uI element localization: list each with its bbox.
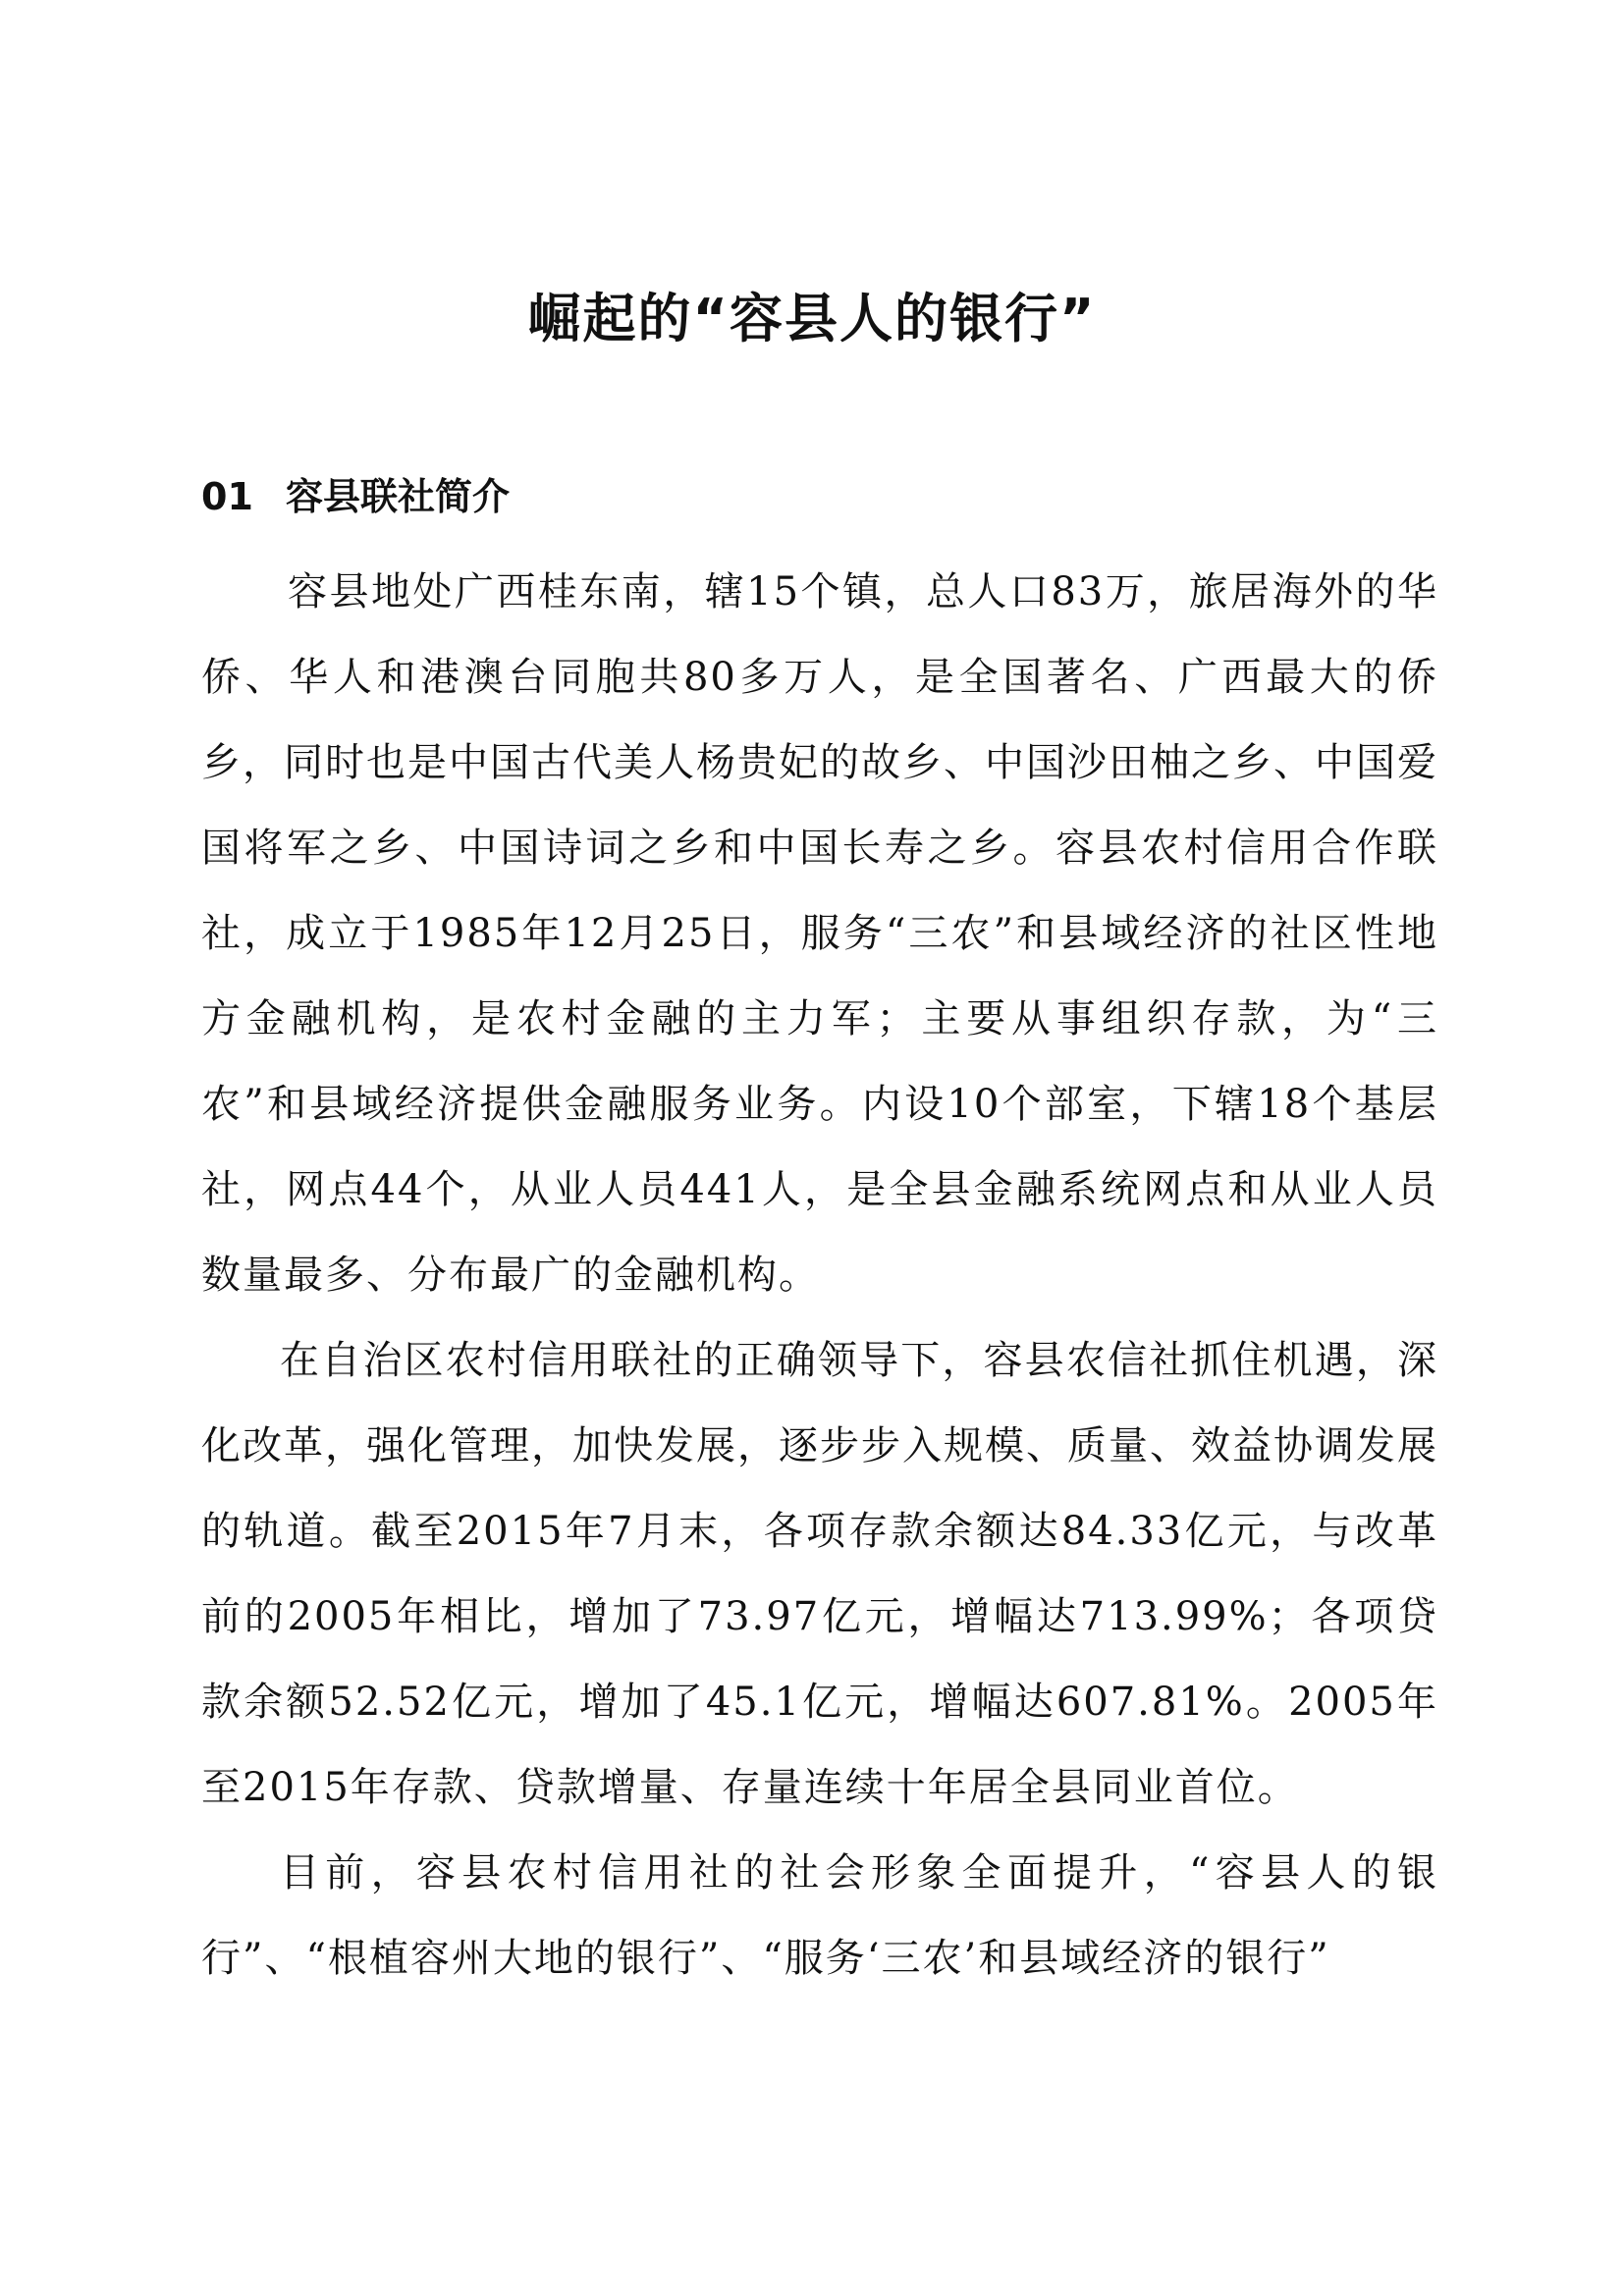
section-number: 01 [201,475,253,518]
section-heading [201,467,510,526]
paragraph-image: 目前，容县农村信用社的社会形象全面提升，“容县人的银行”、“根植容州大地的银行”、“服务‘三农’和县域经济的银行” [201,1850,1438,1981]
section-title: 容县联社简介 [286,475,511,518]
body-text [201,550,1438,2002]
paragraph-development: 在自治区农村信用联社的正确领导下，容县农信社抓住机遇，深化改革，强化管理，加快发展，逐步步入规模、质量、效益协调发展的轨道。截至2015年7月末，各项存款余额达84.33亿元，与改革前的2005年相比，增加了73.97亿元，增幅达713.99%；各项贷款余额52.52亿元，增加了45.1亿元，增幅达607.81%。2005年至2015年存款、贷款增量、存量连续十年居全县同业首位。 [201,1338,1438,1810]
paragraph-intro: 容县地处广西桂东南，辖15个镇，总人口83万，旅居海外的华侨、华人和港澳台同胞共80多万人，是全国著名、广西最大的侨乡，同时也是中国古代美人杨贵妃的故乡、中国沙田柚之乡、中国爱国将军之乡、中国诗词之乡和中国长寿之乡。容县农村信用合作联社，成立于1985年12月25日，服务“三农”和县域经济的社区性地方金融机构，是农村金融的主力军；主要从事组织存款，为“三农”和县域经济提供金融服务业务。内设10个部室，下辖18个基层社，网点44个，从业人员441人，是全县金融系统网点和从业人员数量最多、分布最广的金融机构。 [201,569,1438,1298]
document-title: 崛起的“容县人的银行” [527,288,1097,349]
